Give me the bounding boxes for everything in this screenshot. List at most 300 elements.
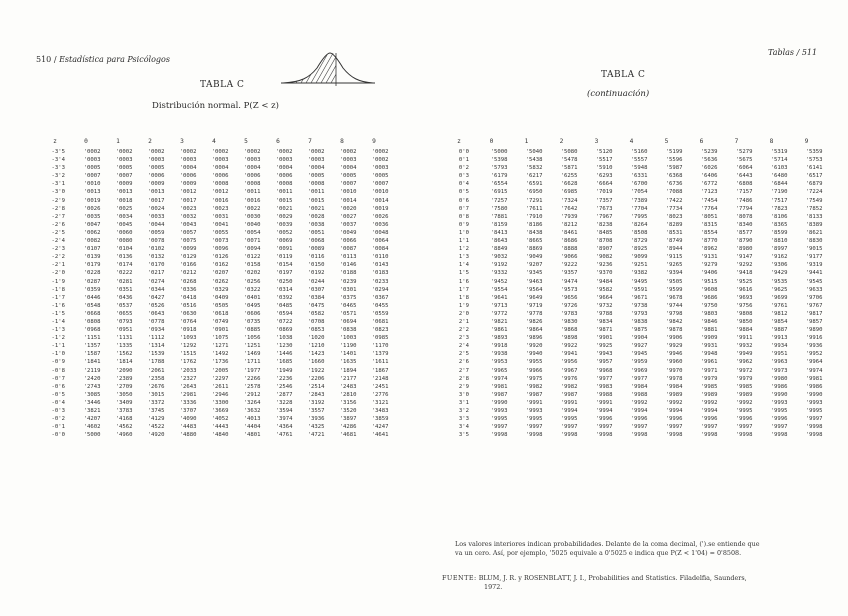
probability-cell: '0004 <box>211 165 229 172</box>
probability-cell: '8621 <box>805 229 823 236</box>
right-column-header: 5 <box>664 137 669 145</box>
probability-cell: '9418 <box>735 270 753 277</box>
probability-cell: '0066 <box>339 238 357 245</box>
probability-cell: '0045 <box>115 221 133 228</box>
z-value: 0'6 <box>458 197 469 204</box>
probability-cell: '9968 <box>595 367 613 374</box>
probability-cell: '9131 <box>700 254 718 261</box>
z-value: 2'7 <box>458 367 469 374</box>
probability-cell: '9850 <box>735 318 753 325</box>
probability-cell: '9971 <box>700 367 718 374</box>
probability-cell: '0002 <box>339 149 357 155</box>
z-value: -2'5 <box>51 229 65 236</box>
probability-cell: '4168 <box>115 416 133 423</box>
probability-cell: '8643 <box>490 238 508 245</box>
probability-cell: '0019 <box>371 205 389 212</box>
probability-cell: '5438 <box>525 157 543 164</box>
z-value: -0'4 <box>51 399 65 406</box>
z-value: 0'8 <box>458 213 469 220</box>
probability-cell: '9913 <box>770 335 788 342</box>
probability-cell: '6950 <box>525 189 543 196</box>
probability-cell: '9996 <box>665 416 683 423</box>
probability-cell: '5714 <box>770 157 788 164</box>
probability-cell: '0032 <box>179 213 197 220</box>
probability-cell: '9996 <box>700 416 718 423</box>
probability-cell: '0344 <box>147 286 165 293</box>
probability-cell: '0006 <box>211 173 229 180</box>
probability-cell: '9964 <box>805 359 823 366</box>
probability-cell: '0082 <box>83 238 101 245</box>
probability-cell: '0281 <box>115 278 133 285</box>
z-value: -1'6 <box>51 302 65 309</box>
probability-cell: '5000 <box>490 149 508 155</box>
probability-cell: '1056 <box>243 335 261 342</box>
left-table-header-row <box>40 134 390 148</box>
probability-cell: '4483 <box>179 424 197 431</box>
probability-cell: '0951 <box>115 327 133 334</box>
probability-cell: '0475 <box>307 302 325 309</box>
probability-cell: '9345 <box>525 270 543 277</box>
probability-cell: '0044 <box>147 221 165 228</box>
probability-cell: '6255 <box>560 173 578 180</box>
probability-cell: '9656 <box>560 294 578 301</box>
table-row <box>444 302 824 310</box>
probability-cell: '6141 <box>805 165 823 172</box>
table-row <box>444 278 824 286</box>
probability-cell: '0018 <box>115 197 133 204</box>
table-row <box>40 172 390 180</box>
z-value: -0'9 <box>51 359 65 366</box>
probability-cell: '9699 <box>770 294 788 301</box>
source-label: FUENTE: <box>442 574 477 582</box>
probability-cell: '0901 <box>211 327 229 334</box>
right-table-header-row <box>444 134 824 148</box>
probability-cell: '5080 <box>560 149 578 155</box>
probability-cell: '0014 <box>371 197 389 204</box>
probability-cell: '0418 <box>179 294 197 301</box>
probability-cell: '0336 <box>179 286 197 293</box>
z-value: 1'7 <box>458 286 469 293</box>
probability-cell: '9995 <box>805 408 823 414</box>
probability-cell: '0003 <box>83 157 101 164</box>
probability-cell: '0217 <box>147 270 165 277</box>
probability-cell: '9982 <box>560 383 578 390</box>
probability-cell: '7422 <box>665 197 683 204</box>
probability-cell: '0548 <box>83 302 101 309</box>
probability-cell: '0287 <box>83 278 101 285</box>
probability-cell: '9357 <box>560 270 578 277</box>
footnote <box>455 540 760 558</box>
z-value: -3'3 <box>51 165 65 172</box>
probability-cell: '0158 <box>243 262 261 269</box>
probability-cell: '1611 <box>371 359 389 366</box>
probability-cell: '0132 <box>147 254 165 261</box>
probability-cell: '0505 <box>211 302 229 309</box>
probability-cell: '6844 <box>770 181 788 188</box>
table-row <box>444 310 824 318</box>
probability-cell: '8888 <box>560 246 578 253</box>
probability-cell: '6179 <box>490 173 508 180</box>
z-value: 0'7 <box>458 205 469 212</box>
probability-cell: '9332 <box>490 270 508 277</box>
probability-cell: '0329 <box>211 286 229 293</box>
probability-cell: '0427 <box>147 294 165 301</box>
probability-cell: '1587 <box>83 351 101 358</box>
probability-cell: '1841 <box>83 359 101 366</box>
probability-cell: '0039 <box>275 221 293 228</box>
probability-cell: '9966 <box>525 367 543 374</box>
table-row <box>444 391 824 399</box>
table-row <box>444 221 824 229</box>
probability-cell: '0202 <box>243 270 261 277</box>
probability-cell: '6628 <box>560 181 578 188</box>
probability-cell: '9279 <box>700 262 718 269</box>
table-row <box>444 148 824 156</box>
probability-cell: '7734 <box>665 205 683 212</box>
probability-cell: '0041 <box>211 221 229 228</box>
z-value: -2'4 <box>51 238 65 245</box>
probability-cell: '9778 <box>525 310 543 317</box>
table-row <box>40 391 390 399</box>
probability-cell: '8023 <box>665 213 683 220</box>
probability-cell: '9382 <box>630 270 648 277</box>
probability-cell: '0808 <box>83 318 101 325</box>
probability-cell: '0162 <box>211 262 229 269</box>
probability-cell: '7704 <box>630 205 648 212</box>
probability-cell: '9868 <box>560 327 578 334</box>
probability-cell: '1271 <box>211 343 229 350</box>
table-row <box>444 423 824 431</box>
probability-cell: '7673 <box>595 205 613 212</box>
table-row <box>444 205 824 213</box>
probability-cell: '0409 <box>211 294 229 301</box>
probability-cell: '0708 <box>307 318 325 325</box>
right-column-header: 3 <box>594 137 599 145</box>
probability-cell: '8790 <box>735 238 753 245</box>
probability-cell: '2743 <box>83 383 101 390</box>
probability-cell: '4247 <box>371 424 389 431</box>
probability-cell: '9817 <box>805 310 823 317</box>
probability-cell: '0003 <box>339 157 357 164</box>
left-table-title: TABLA C <box>200 80 245 90</box>
probability-cell: '2810 <box>339 391 357 398</box>
probability-cell: '7611 <box>525 205 543 212</box>
shaded-area <box>296 48 351 83</box>
probability-cell: '0537 <box>115 302 133 309</box>
probability-cell: '0207 <box>211 270 229 277</box>
probability-cell: '0885 <box>243 327 261 334</box>
table-row <box>40 278 390 286</box>
probability-cell: '1492 <box>211 351 229 358</box>
probability-cell: '9893 <box>490 335 508 342</box>
probability-cell: '8212 <box>560 221 578 228</box>
right-column-header: z <box>457 137 461 145</box>
probability-cell: '0102 <box>147 246 165 253</box>
probability-cell: '9992 <box>665 399 683 406</box>
probability-cell: '0003 <box>371 165 389 172</box>
probability-cell: '0011 <box>307 189 325 196</box>
z-value: -0'3 <box>51 408 65 414</box>
probability-cell: '9992 <box>630 399 648 406</box>
probability-cell: '8577 <box>735 229 753 236</box>
probability-cell: '2912 <box>243 391 261 398</box>
probability-cell: '0655 <box>115 310 133 317</box>
probability-cell: '9726 <box>560 302 578 309</box>
probability-cell: '1131 <box>115 335 133 342</box>
probability-cell: '4207 <box>83 416 101 423</box>
probability-cell: '1335 <box>115 343 133 350</box>
probability-cell: '0228 <box>83 270 101 277</box>
probability-cell: '9625 <box>770 286 788 293</box>
left-page-number: 510 <box>36 55 52 64</box>
probability-cell: '9992 <box>700 399 718 406</box>
probability-cell: '9997 <box>490 424 508 431</box>
probability-cell: '9147 <box>735 254 753 261</box>
probability-cell: '7580 <box>490 205 508 212</box>
probability-cell: '5239 <box>700 149 718 155</box>
probability-cell: '9838 <box>630 318 648 325</box>
probability-cell: '8186 <box>525 221 543 228</box>
probability-cell: '6808 <box>735 181 753 188</box>
probability-cell: '3264 <box>243 399 261 406</box>
probability-cell: '0009 <box>147 181 165 188</box>
probability-cell: '0068 <box>307 238 325 245</box>
probability-cell: '3483 <box>371 408 389 414</box>
probability-cell: '2676 <box>147 383 165 390</box>
z-value: 1'8 <box>458 294 469 301</box>
probability-cell: '9788 <box>595 310 613 317</box>
probability-cell: '9998 <box>805 424 823 431</box>
probability-cell: '9974 <box>490 375 508 382</box>
z-value: -0'5 <box>51 391 65 398</box>
table-row <box>444 334 824 342</box>
probability-cell: '3121 <box>371 399 389 406</box>
left-page-header: 510 / Estadística para Psicólogos <box>36 55 170 64</box>
probability-cell: '0188 <box>339 270 357 277</box>
z-value: -0'1 <box>51 424 65 431</box>
probability-cell: '4325 <box>307 424 325 431</box>
probability-cell: '9713 <box>490 302 508 309</box>
probability-cell: '7019 <box>595 189 613 196</box>
probability-cell: '6480 <box>770 173 788 180</box>
table-row <box>40 431 390 439</box>
probability-cell: '9633 <box>805 286 823 293</box>
probability-cell: '1635 <box>339 359 357 366</box>
probability-cell: '9998 <box>700 432 718 439</box>
probability-cell: '9861 <box>490 327 508 334</box>
probability-cell: '5040 <box>525 149 543 155</box>
probability-cell: '6879 <box>805 181 823 188</box>
probability-cell: '0016 <box>243 197 261 204</box>
probability-cell: '1314 <box>147 343 165 350</box>
z-value: 2'3 <box>458 335 469 342</box>
right-table-body <box>444 148 824 439</box>
left-column-header: 9 <box>372 137 376 145</box>
probability-cell: '9993 <box>525 408 543 414</box>
probability-cell: '3594 <box>275 408 293 414</box>
probability-cell: '6103 <box>770 165 788 172</box>
probability-cell: '0007 <box>371 181 389 188</box>
z-value: 2'5 <box>458 351 469 358</box>
probability-cell: '0006 <box>147 173 165 180</box>
probability-cell: '9961 <box>700 359 718 366</box>
probability-cell: '0023 <box>179 205 197 212</box>
probability-cell: '0006 <box>243 173 261 180</box>
z-value: -2'3 <box>51 246 65 253</box>
probability-cell: '5675 <box>735 157 753 164</box>
probability-cell: '0012 <box>179 189 197 196</box>
table-row <box>40 156 390 164</box>
probability-cell: '0918 <box>179 327 197 334</box>
probability-cell: '6368 <box>665 173 683 180</box>
probability-cell: '9678 <box>665 294 683 301</box>
probability-cell: '9934 <box>770 343 788 350</box>
probability-cell: '8051 <box>700 213 718 220</box>
probability-cell: '9974 <box>805 367 823 374</box>
left-column-header: 7 <box>308 137 312 145</box>
probability-cell: '0166 <box>179 262 197 269</box>
probability-cell: '0062 <box>83 229 101 236</box>
probability-cell: '0003 <box>243 157 261 164</box>
probability-cell: '9772 <box>490 310 508 317</box>
probability-cell: '0003 <box>275 157 293 164</box>
probability-cell: '0003 <box>147 157 165 164</box>
probability-cell: '9463 <box>525 278 543 285</box>
probability-cell: '8962 <box>700 246 718 253</box>
z-value: -1'7 <box>51 294 65 301</box>
z-value: 0'5 <box>458 189 469 196</box>
right-table-title: TABLA C <box>601 70 646 80</box>
probability-cell: '0002 <box>371 157 389 164</box>
probability-cell: '9992 <box>735 399 753 406</box>
probability-cell: '9319 <box>805 262 823 269</box>
probability-cell: '0004 <box>275 165 293 172</box>
probability-cell: '9979 <box>735 375 753 382</box>
z-value: 2'4 <box>458 343 469 350</box>
probability-cell: '5753 <box>805 157 823 164</box>
probability-cell: '9015 <box>805 246 823 253</box>
probability-cell: '9761 <box>770 302 788 309</box>
probability-cell: '9474 <box>560 278 578 285</box>
probability-cell: '2776 <box>371 391 389 398</box>
probability-cell: '1170 <box>371 343 389 350</box>
table-row <box>444 261 824 269</box>
probability-cell: '9599 <box>665 286 683 293</box>
table-row <box>444 350 824 358</box>
probability-cell: '0359 <box>83 286 101 293</box>
z-value: 1'2 <box>458 246 469 253</box>
probability-cell: '1788 <box>147 359 165 366</box>
probability-cell: '9993 <box>805 399 823 406</box>
probability-cell: '9251 <box>630 262 648 269</box>
probability-cell: '7995 <box>630 213 648 220</box>
probability-cell: '9798 <box>665 310 683 317</box>
probability-cell: '9997 <box>525 424 543 431</box>
probability-cell: '9115 <box>665 254 683 261</box>
probability-cell: '9997 <box>560 424 578 431</box>
probability-cell: '6064 <box>735 165 753 172</box>
probability-cell: '9922 <box>560 343 578 350</box>
probability-cell: '0401 <box>243 294 261 301</box>
probability-cell: '0021 <box>275 205 293 212</box>
probability-cell: '0139 <box>83 254 101 261</box>
z-value: 3'2 <box>458 408 469 414</box>
z-value: 1'3 <box>458 254 469 261</box>
probability-cell: '9988 <box>595 391 613 398</box>
probability-cell: '7190 <box>770 189 788 196</box>
probability-cell: '9990 <box>805 391 823 398</box>
probability-cell: '2514 <box>307 383 325 390</box>
probability-cell: '3745 <box>147 408 165 414</box>
probability-cell: '1762 <box>179 359 197 366</box>
probability-cell: '1038 <box>275 335 293 342</box>
z-value: 0'3 <box>458 173 469 180</box>
probability-cell: '9222 <box>560 262 578 269</box>
probability-cell: '9582 <box>595 286 613 293</box>
probability-cell: '0179 <box>83 262 101 269</box>
probability-cell: '9959 <box>630 359 648 366</box>
probability-cell: '5319 <box>770 149 788 155</box>
probability-cell: '8389 <box>805 221 823 228</box>
table-row <box>444 197 824 205</box>
probability-cell: '9236 <box>595 262 613 269</box>
probability-cell: '1562 <box>115 351 133 358</box>
probability-cell: '0002 <box>115 149 133 155</box>
probability-cell: '2981 <box>179 391 197 398</box>
table-row <box>444 164 824 172</box>
probability-cell: '9998 <box>525 432 543 439</box>
probability-cell: '0146 <box>339 262 357 269</box>
probability-cell: '0015 <box>275 197 293 204</box>
probability-cell: '0174 <box>115 262 133 269</box>
probability-cell: '0052 <box>275 229 293 236</box>
probability-cell: '0006 <box>179 173 197 180</box>
probability-cell: '7088 <box>665 189 683 196</box>
probability-cell: '4443 <box>211 424 229 431</box>
probability-cell: '0078 <box>147 238 165 245</box>
probability-cell: '0823 <box>371 327 389 334</box>
probability-cell: '5793 <box>490 165 508 172</box>
right-column-header: 6 <box>699 137 704 145</box>
probability-cell: '9616 <box>735 286 753 293</box>
probability-cell: '9991 <box>525 399 543 406</box>
probability-cell: '0384 <box>307 294 325 301</box>
probability-cell: '3632 <box>243 408 261 414</box>
probability-cell: '0089 <box>307 246 325 253</box>
probability-cell: '1423 <box>307 351 325 358</box>
probability-cell: '9996 <box>770 416 788 423</box>
probability-cell: '4960 <box>115 432 133 439</box>
probability-cell: '9812 <box>770 310 788 317</box>
probability-cell: '0250 <box>275 278 293 285</box>
probability-cell: '9890 <box>805 327 823 334</box>
probability-cell: '3669 <box>211 408 229 414</box>
probability-cell: '4920 <box>147 432 165 439</box>
z-value: 3'1 <box>458 399 469 406</box>
probability-cell: '9826 <box>525 318 543 325</box>
probability-cell: '0002 <box>211 149 229 155</box>
probability-cell: '1401 <box>339 351 357 358</box>
probability-cell: '0060 <box>115 229 133 236</box>
probability-cell: '9994 <box>560 408 578 414</box>
probability-cell: '8869 <box>525 246 543 253</box>
probability-cell: '9981 <box>490 383 508 390</box>
probability-cell: '0314 <box>275 286 293 293</box>
table-row <box>40 180 390 188</box>
probability-cell: '0192 <box>307 270 325 277</box>
probability-cell: '8264 <box>630 221 648 228</box>
probability-cell: '9515 <box>700 278 718 285</box>
